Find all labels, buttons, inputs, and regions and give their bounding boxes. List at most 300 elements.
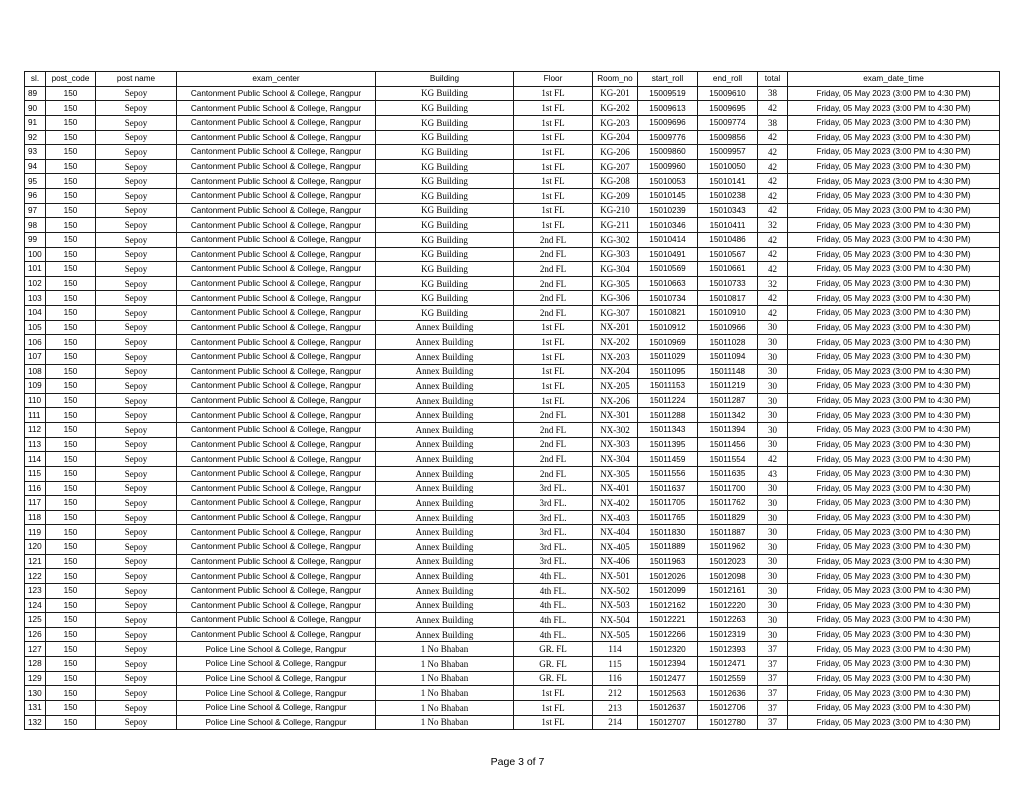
cell-exam-date-time: Friday, 05 May 2023 (3:00 PM to 4:30 PM) (788, 627, 1000, 642)
cell-room-no: KG-302 (593, 232, 638, 247)
cell-floor: 1st FL (514, 86, 593, 101)
cell-post-code: 150 (46, 540, 96, 555)
cell-room-no: 213 (593, 700, 638, 715)
cell-exam-center: Cantonment Public School & College, Rangpur (177, 379, 376, 394)
cell-total: 30 (758, 496, 788, 511)
cell-sl: 93 (25, 145, 46, 160)
cell-building: Annex Building (376, 408, 514, 423)
cell-post-code: 150 (46, 379, 96, 394)
cell-start-roll: 15012394 (638, 657, 698, 672)
cell-total: 30 (758, 627, 788, 642)
cell-room-no: KG-304 (593, 262, 638, 277)
cell-sl: 91 (25, 115, 46, 130)
cell-exam-center: Police Line School & College, Rangpur (177, 715, 376, 730)
cell-exam-date-time: Friday, 05 May 2023 (3:00 PM to 4:30 PM) (788, 686, 1000, 701)
cell-building: Annex Building (376, 525, 514, 540)
table-row (25, 554, 1000, 569)
cell-sl: 90 (25, 101, 46, 116)
cell-exam-date-time: Friday, 05 May 2023 (3:00 PM to 4:30 PM) (788, 437, 1000, 452)
cell-end-roll: 15011829 (698, 510, 758, 525)
cell-total: 30 (758, 408, 788, 423)
cell-exam-date-time: Friday, 05 May 2023 (3:00 PM to 4:30 PM) (788, 510, 1000, 525)
cell-building: KG Building (376, 174, 514, 189)
cell-floor: 3rd FL. (514, 540, 593, 555)
cell-floor: 4th FL. (514, 613, 593, 628)
cell-post-code: 150 (46, 466, 96, 481)
cell-start-roll: 15011343 (638, 423, 698, 438)
cell-exam-date-time: Friday, 05 May 2023 (3:00 PM to 4:30 PM) (788, 115, 1000, 130)
cell-post-code: 150 (46, 437, 96, 452)
cell-post-name: Sepoy (96, 525, 177, 540)
cell-exam-date-time: Friday, 05 May 2023 (3:00 PM to 4:30 PM) (788, 86, 1000, 101)
cell-post-name: Sepoy (96, 276, 177, 291)
cell-floor: 1st FL (514, 101, 593, 116)
cell-building: 1 No Bhaban (376, 657, 514, 672)
cell-exam-center: Cantonment Public School & College, Rangpur (177, 203, 376, 218)
cell-post-code: 150 (46, 715, 96, 730)
cell-exam-date-time: Friday, 05 May 2023 (3:00 PM to 4:30 PM) (788, 262, 1000, 277)
table-row (25, 496, 1000, 511)
cell-end-roll: 15010141 (698, 174, 758, 189)
cell-exam-date-time: Friday, 05 May 2023 (3:00 PM to 4:30 PM) (788, 496, 1000, 511)
cell-start-roll: 15010053 (638, 174, 698, 189)
table-row (25, 349, 1000, 364)
cell-exam-date-time: Friday, 05 May 2023 (3:00 PM to 4:30 PM) (788, 393, 1000, 408)
cell-end-roll: 15012706 (698, 700, 758, 715)
cell-post-name: Sepoy (96, 642, 177, 657)
table-row (25, 686, 1000, 701)
cell-room-no: KG-203 (593, 115, 638, 130)
cell-total: 32 (758, 218, 788, 233)
cell-start-roll: 15011705 (638, 496, 698, 511)
cell-total: 42 (758, 291, 788, 306)
column-header-exam-date-time: exam_date_time (788, 72, 1000, 87)
cell-total: 37 (758, 642, 788, 657)
cell-sl: 120 (25, 540, 46, 555)
table-row (25, 657, 1000, 672)
cell-start-roll: 15012320 (638, 642, 698, 657)
cell-exam-date-time: Friday, 05 May 2023 (3:00 PM to 4:30 PM) (788, 306, 1000, 321)
cell-room-no: NX-401 (593, 481, 638, 496)
table-row (25, 613, 1000, 628)
cell-post-name: Sepoy (96, 613, 177, 628)
cell-sl: 110 (25, 393, 46, 408)
cell-sl: 109 (25, 379, 46, 394)
table-row (25, 101, 1000, 116)
cell-building: KG Building (376, 247, 514, 262)
table-row (25, 437, 1000, 452)
cell-exam-date-time: Friday, 05 May 2023 (3:00 PM to 4:30 PM) (788, 232, 1000, 247)
cell-room-no: NX-206 (593, 393, 638, 408)
cell-end-roll: 15011148 (698, 364, 758, 379)
table-row (25, 569, 1000, 584)
cell-total: 37 (758, 657, 788, 672)
cell-sl: 123 (25, 583, 46, 598)
cell-building: KG Building (376, 159, 514, 174)
cell-sl: 108 (25, 364, 46, 379)
cell-room-no: NX-304 (593, 452, 638, 467)
table-row (25, 130, 1000, 145)
cell-sl: 99 (25, 232, 46, 247)
cell-building: KG Building (376, 189, 514, 204)
cell-room-no: NX-404 (593, 525, 638, 540)
column-header-start-roll: start_roll (638, 72, 698, 87)
cell-exam-center: Cantonment Public School & College, Rangpur (177, 130, 376, 145)
cell-floor: 2nd FL (514, 423, 593, 438)
cell-exam-date-time: Friday, 05 May 2023 (3:00 PM to 4:30 PM) (788, 203, 1000, 218)
cell-sl: 95 (25, 174, 46, 189)
cell-post-code: 150 (46, 174, 96, 189)
cell-start-roll: 15009696 (638, 115, 698, 130)
cell-building: KG Building (376, 232, 514, 247)
cell-start-roll: 15012026 (638, 569, 698, 584)
cell-post-code: 150 (46, 686, 96, 701)
cell-post-code: 150 (46, 613, 96, 628)
cell-end-roll: 15012161 (698, 583, 758, 598)
cell-sl: 115 (25, 466, 46, 481)
cell-total: 30 (758, 598, 788, 613)
cell-exam-date-time: Friday, 05 May 2023 (3:00 PM to 4:30 PM) (788, 218, 1000, 233)
cell-room-no: NX-205 (593, 379, 638, 394)
cell-exam-center: Police Line School & College, Rangpur (177, 700, 376, 715)
cell-start-roll: 15012563 (638, 686, 698, 701)
cell-post-name: Sepoy (96, 130, 177, 145)
cell-post-code: 150 (46, 262, 96, 277)
cell-exam-center: Cantonment Public School & College, Rangpur (177, 291, 376, 306)
cell-end-roll: 15011962 (698, 540, 758, 555)
cell-sl: 114 (25, 452, 46, 467)
cell-post-name: Sepoy (96, 247, 177, 262)
cell-end-roll: 15012263 (698, 613, 758, 628)
cell-start-roll: 15009860 (638, 145, 698, 160)
cell-building: 1 No Bhaban (376, 686, 514, 701)
cell-post-name: Sepoy (96, 364, 177, 379)
cell-floor: 2nd FL (514, 247, 593, 262)
cell-post-name: Sepoy (96, 115, 177, 130)
cell-room-no: NX-405 (593, 540, 638, 555)
cell-post-name: Sepoy (96, 437, 177, 452)
cell-total: 38 (758, 115, 788, 130)
cell-floor: 1st FL (514, 189, 593, 204)
cell-end-roll: 15010966 (698, 320, 758, 335)
cell-exam-center: Cantonment Public School & College, Rangpur (177, 583, 376, 598)
cell-exam-center: Cantonment Public School & College, Rangpur (177, 496, 376, 511)
cell-end-roll: 15011456 (698, 437, 758, 452)
cell-start-roll: 15011095 (638, 364, 698, 379)
cell-floor: 1st FL (514, 393, 593, 408)
cell-start-roll: 15010491 (638, 247, 698, 262)
cell-post-name: Sepoy (96, 174, 177, 189)
cell-exam-center: Cantonment Public School & College, Rangpur (177, 452, 376, 467)
cell-floor: 1st FL (514, 686, 593, 701)
cell-exam-date-time: Friday, 05 May 2023 (3:00 PM to 4:30 PM) (788, 130, 1000, 145)
table-row (25, 115, 1000, 130)
cell-post-name: Sepoy (96, 452, 177, 467)
cell-start-roll: 15009613 (638, 101, 698, 116)
cell-building: KG Building (376, 86, 514, 101)
cell-room-no: 114 (593, 642, 638, 657)
cell-post-code: 150 (46, 671, 96, 686)
cell-floor: GR. FL (514, 671, 593, 686)
cell-total: 30 (758, 423, 788, 438)
cell-building: Annex Building (376, 320, 514, 335)
cell-building: KG Building (376, 130, 514, 145)
cell-end-roll: 15009695 (698, 101, 758, 116)
cell-room-no: KG-210 (593, 203, 638, 218)
cell-exam-date-time: Friday, 05 May 2023 (3:00 PM to 4:30 PM) (788, 174, 1000, 189)
cell-start-roll: 15010969 (638, 335, 698, 350)
cell-start-roll: 15011224 (638, 393, 698, 408)
cell-total: 37 (758, 700, 788, 715)
cell-end-roll: 15010238 (698, 189, 758, 204)
cell-exam-date-time: Friday, 05 May 2023 (3:00 PM to 4:30 PM) (788, 481, 1000, 496)
cell-start-roll: 15011889 (638, 540, 698, 555)
cell-building: Annex Building (376, 379, 514, 394)
cell-exam-center: Cantonment Public School & College, Rangpur (177, 276, 376, 291)
cell-room-no: 214 (593, 715, 638, 730)
cell-post-code: 150 (46, 569, 96, 584)
cell-building: Annex Building (376, 393, 514, 408)
cell-end-roll: 15011635 (698, 466, 758, 481)
cell-floor: 2nd FL (514, 306, 593, 321)
cell-room-no: NX-403 (593, 510, 638, 525)
cell-total: 30 (758, 481, 788, 496)
cell-total: 30 (758, 510, 788, 525)
cell-post-name: Sepoy (96, 627, 177, 642)
cell-floor: 2nd FL (514, 408, 593, 423)
cell-exam-center: Cantonment Public School & College, Rangpur (177, 335, 376, 350)
cell-room-no: 116 (593, 671, 638, 686)
cell-exam-date-time: Friday, 05 May 2023 (3:00 PM to 4:30 PM) (788, 291, 1000, 306)
cell-post-name: Sepoy (96, 510, 177, 525)
cell-total: 30 (758, 569, 788, 584)
cell-floor: 1st FL (514, 130, 593, 145)
cell-exam-date-time: Friday, 05 May 2023 (3:00 PM to 4:30 PM) (788, 276, 1000, 291)
cell-sl: 116 (25, 481, 46, 496)
cell-post-name: Sepoy (96, 145, 177, 160)
cell-sl: 89 (25, 86, 46, 101)
cell-total: 37 (758, 686, 788, 701)
cell-post-name: Sepoy (96, 349, 177, 364)
cell-exam-date-time: Friday, 05 May 2023 (3:00 PM to 4:30 PM) (788, 145, 1000, 160)
cell-exam-center: Cantonment Public School & College, Rangpur (177, 247, 376, 262)
table-row (25, 423, 1000, 438)
cell-post-code: 150 (46, 189, 96, 204)
column-header-sl: sl. (25, 72, 46, 87)
cell-exam-date-time: Friday, 05 May 2023 (3:00 PM to 4:30 PM) (788, 671, 1000, 686)
cell-floor: 4th FL. (514, 598, 593, 613)
cell-start-roll: 15011637 (638, 481, 698, 496)
cell-room-no: NX-502 (593, 583, 638, 598)
cell-exam-date-time: Friday, 05 May 2023 (3:00 PM to 4:30 PM) (788, 423, 1000, 438)
table-row (25, 642, 1000, 657)
cell-post-code: 150 (46, 525, 96, 540)
cell-post-code: 150 (46, 101, 96, 116)
cell-building: KG Building (376, 101, 514, 116)
cell-post-name: Sepoy (96, 540, 177, 555)
cell-room-no: NX-402 (593, 496, 638, 511)
cell-room-no: NX-505 (593, 627, 638, 642)
cell-exam-center: Cantonment Public School & College, Rangpur (177, 554, 376, 569)
cell-start-roll: 15011765 (638, 510, 698, 525)
cell-sl: 112 (25, 423, 46, 438)
table-row (25, 247, 1000, 262)
cell-total: 30 (758, 320, 788, 335)
cell-post-name: Sepoy (96, 496, 177, 511)
table-row (25, 232, 1000, 247)
cell-total: 42 (758, 101, 788, 116)
cell-building: KG Building (376, 276, 514, 291)
cell-sl: 92 (25, 130, 46, 145)
cell-post-name: Sepoy (96, 306, 177, 321)
cell-sl: 118 (25, 510, 46, 525)
cell-post-code: 150 (46, 364, 96, 379)
table-row (25, 540, 1000, 555)
cell-room-no: NX-203 (593, 349, 638, 364)
cell-end-roll: 15010343 (698, 203, 758, 218)
cell-exam-center: Cantonment Public School & College, Rangpur (177, 423, 376, 438)
cell-exam-date-time: Friday, 05 May 2023 (3:00 PM to 4:30 PM) (788, 540, 1000, 555)
cell-exam-center: Cantonment Public School & College, Rangpur (177, 510, 376, 525)
cell-start-roll: 15011556 (638, 466, 698, 481)
cell-start-roll: 15012637 (638, 700, 698, 715)
table-row (25, 481, 1000, 496)
cell-start-roll: 15010569 (638, 262, 698, 277)
cell-floor: 1st FL (514, 379, 593, 394)
table-row (25, 700, 1000, 715)
table-row (25, 671, 1000, 686)
table-row (25, 159, 1000, 174)
cell-post-code: 150 (46, 627, 96, 642)
cell-post-code: 150 (46, 247, 96, 262)
cell-post-code: 150 (46, 408, 96, 423)
cell-end-roll: 15012023 (698, 554, 758, 569)
cell-floor: 1st FL (514, 203, 593, 218)
table-row (25, 145, 1000, 160)
cell-floor: 3rd FL. (514, 554, 593, 569)
cell-total: 43 (758, 466, 788, 481)
cell-floor: 2nd FL (514, 437, 593, 452)
cell-room-no: NX-305 (593, 466, 638, 481)
cell-building: Annex Building (376, 627, 514, 642)
cell-end-roll: 15012098 (698, 569, 758, 584)
exam-seat-plan-table (24, 71, 1000, 730)
cell-exam-date-time: Friday, 05 May 2023 (3:00 PM to 4:30 PM) (788, 320, 1000, 335)
cell-total: 38 (758, 86, 788, 101)
cell-exam-center: Cantonment Public School & College, Rangpur (177, 481, 376, 496)
cell-post-name: Sepoy (96, 393, 177, 408)
cell-end-roll: 15010733 (698, 276, 758, 291)
cell-sl: 130 (25, 686, 46, 701)
column-header-post-code: post_code (46, 72, 96, 87)
cell-floor: 1st FL (514, 115, 593, 130)
cell-sl: 97 (25, 203, 46, 218)
cell-end-roll: 15010567 (698, 247, 758, 262)
cell-building: Annex Building (376, 510, 514, 525)
cell-total: 30 (758, 525, 788, 540)
cell-building: Annex Building (376, 466, 514, 481)
cell-start-roll: 15011395 (638, 437, 698, 452)
cell-post-name: Sepoy (96, 232, 177, 247)
table-body (25, 86, 1000, 730)
cell-building: Annex Building (376, 423, 514, 438)
cell-building: KG Building (376, 262, 514, 277)
cell-post-code: 150 (46, 291, 96, 306)
cell-exam-center: Cantonment Public School & College, Rangpur (177, 364, 376, 379)
cell-exam-date-time: Friday, 05 May 2023 (3:00 PM to 4:30 PM) (788, 408, 1000, 423)
cell-building: Annex Building (376, 554, 514, 569)
cell-exam-center: Cantonment Public School & College, Rangpur (177, 569, 376, 584)
cell-exam-center: Police Line School & College, Rangpur (177, 642, 376, 657)
cell-building: KG Building (376, 115, 514, 130)
cell-post-code: 150 (46, 145, 96, 160)
cell-post-code: 150 (46, 306, 96, 321)
cell-building: KG Building (376, 291, 514, 306)
cell-post-name: Sepoy (96, 671, 177, 686)
cell-post-code: 150 (46, 393, 96, 408)
cell-room-no: NX-501 (593, 569, 638, 584)
cell-sl: 132 (25, 715, 46, 730)
cell-sl: 124 (25, 598, 46, 613)
cell-room-no: NX-204 (593, 364, 638, 379)
cell-sl: 98 (25, 218, 46, 233)
cell-post-name: Sepoy (96, 189, 177, 204)
cell-exam-date-time: Friday, 05 May 2023 (3:00 PM to 4:30 PM) (788, 364, 1000, 379)
cell-end-roll: 15010050 (698, 159, 758, 174)
cell-end-roll: 15010411 (698, 218, 758, 233)
cell-post-code: 150 (46, 583, 96, 598)
cell-post-code: 150 (46, 481, 96, 496)
cell-start-roll: 15012221 (638, 613, 698, 628)
cell-room-no: NX-406 (593, 554, 638, 569)
cell-sl: 105 (25, 320, 46, 335)
cell-post-code: 150 (46, 86, 96, 101)
table-row (25, 335, 1000, 350)
cell-start-roll: 15012266 (638, 627, 698, 642)
cell-building: 1 No Bhaban (376, 715, 514, 730)
cell-room-no: KG-211 (593, 218, 638, 233)
cell-building: Annex Building (376, 437, 514, 452)
cell-sl: 107 (25, 349, 46, 364)
cell-room-no: KG-307 (593, 306, 638, 321)
table-row (25, 510, 1000, 525)
cell-room-no: KG-208 (593, 174, 638, 189)
cell-exam-center: Cantonment Public School & College, Rangpur (177, 540, 376, 555)
cell-room-no: NX-202 (593, 335, 638, 350)
cell-start-roll: 15010663 (638, 276, 698, 291)
cell-sl: 121 (25, 554, 46, 569)
cell-room-no: NX-303 (593, 437, 638, 452)
cell-total: 30 (758, 540, 788, 555)
cell-post-code: 150 (46, 218, 96, 233)
table-row (25, 598, 1000, 613)
cell-exam-center: Cantonment Public School & College, Rangpur (177, 174, 376, 189)
cell-post-code: 150 (46, 452, 96, 467)
cell-end-roll: 15012559 (698, 671, 758, 686)
table-row (25, 379, 1000, 394)
cell-end-roll: 15011028 (698, 335, 758, 350)
cell-post-code: 150 (46, 232, 96, 247)
cell-floor: 1st FL (514, 159, 593, 174)
cell-building: 1 No Bhaban (376, 700, 514, 715)
cell-post-code: 150 (46, 657, 96, 672)
cell-post-code: 150 (46, 130, 96, 145)
cell-exam-date-time: Friday, 05 May 2023 (3:00 PM to 4:30 PM) (788, 613, 1000, 628)
column-header-total: total (758, 72, 788, 87)
cell-total: 30 (758, 349, 788, 364)
cell-exam-date-time: Friday, 05 May 2023 (3:00 PM to 4:30 PM) (788, 598, 1000, 613)
cell-room-no: 212 (593, 686, 638, 701)
